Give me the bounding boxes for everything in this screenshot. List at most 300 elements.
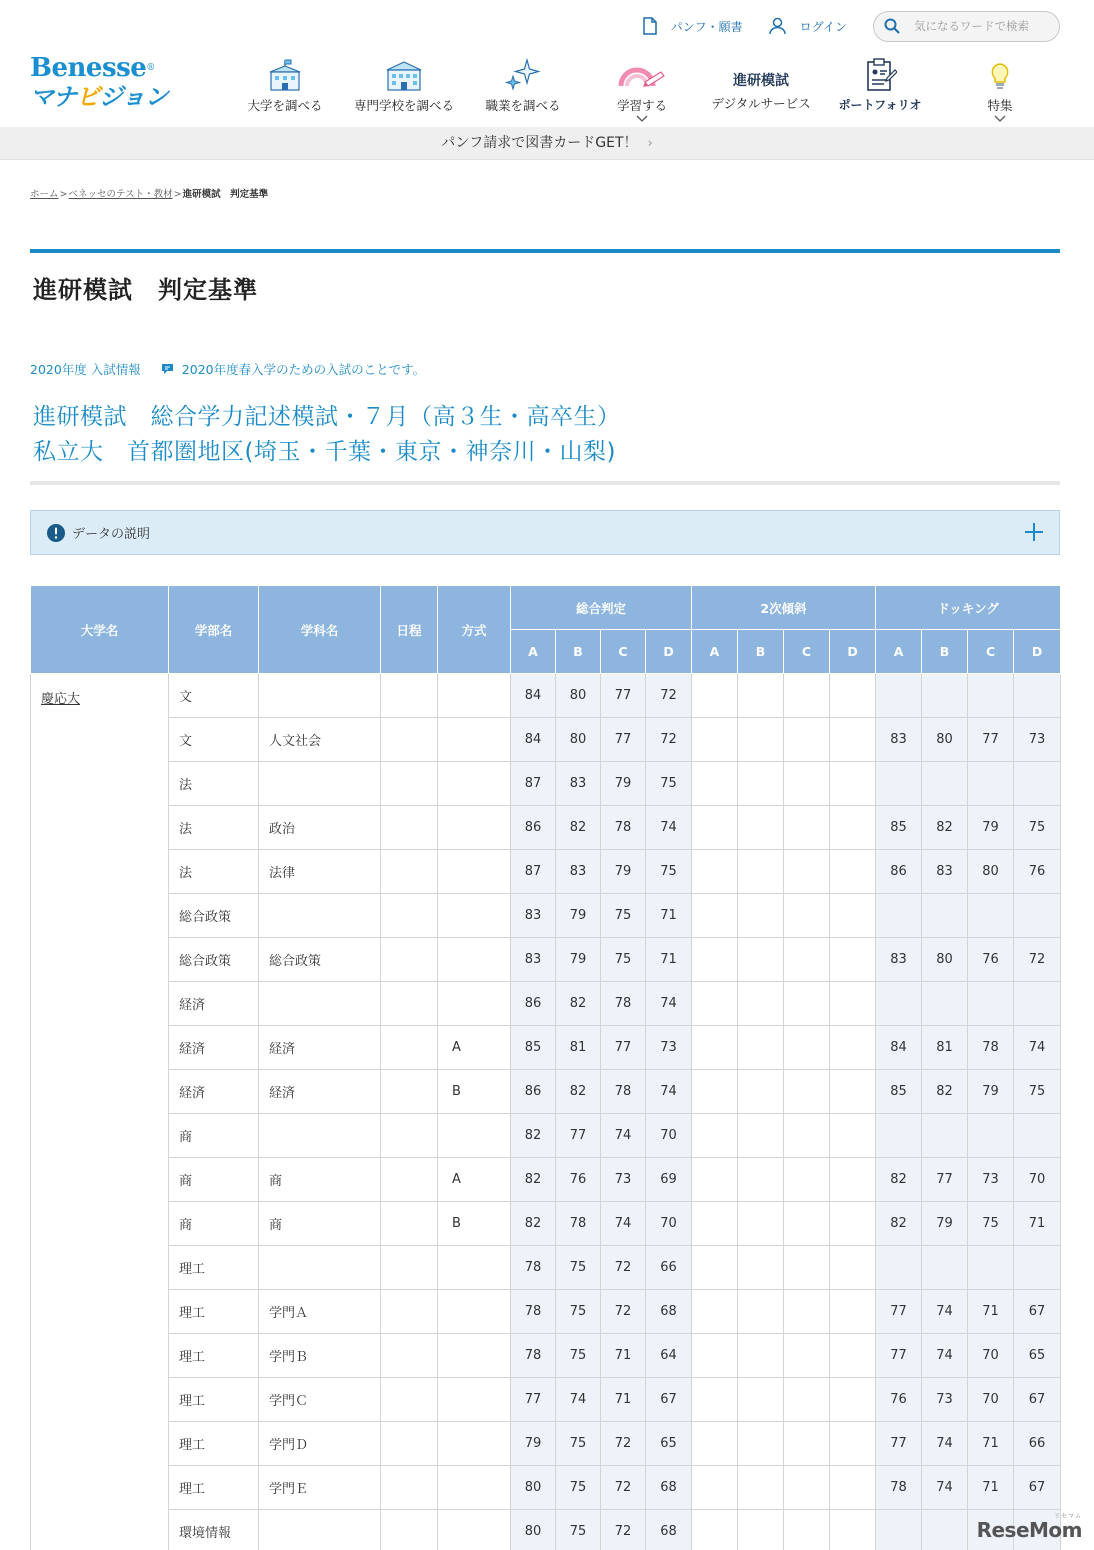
docking-grade-cell: 76 — [876, 1378, 922, 1422]
secondary-grade-cell — [692, 850, 738, 894]
secondary-grade-cell — [830, 1378, 876, 1422]
nav-shinken-label: デジタルサービス — [711, 96, 811, 111]
secondary-grade-cell — [738, 674, 784, 718]
docking-grade-cell — [968, 982, 1014, 1026]
faculty-cell: 理工 — [169, 1334, 259, 1378]
banner-text: パンフ請求で図書カードGET！ — [441, 135, 638, 151]
docking-grade-cell: 71 — [968, 1422, 1014, 1466]
department-cell: 学門Ｂ — [259, 1334, 381, 1378]
exam-title-line1: 進研模試 総合学力記述模試・７月（高３生・高卒生） — [33, 404, 621, 430]
total-grade-cell: 71 — [646, 938, 692, 982]
total-grade-cell: 72 — [601, 1510, 646, 1550]
docking-grade-cell: 75 — [1014, 1070, 1061, 1114]
department-cell: 学門Ｅ — [259, 1466, 381, 1510]
table-row — [31, 1334, 1061, 1378]
total-grade-cell: 85 — [511, 1026, 556, 1070]
schedule-cell — [381, 806, 438, 850]
method-cell — [438, 894, 511, 938]
docking-grade-cell: 76 — [1014, 850, 1061, 894]
nav-careers[interactable] — [463, 56, 583, 114]
document-icon — [643, 17, 657, 35]
plus-icon — [1023, 521, 1045, 543]
docking-grade-cell — [1014, 894, 1061, 938]
chevron-down-icon — [994, 115, 1006, 123]
secondary-grade-cell — [692, 1158, 738, 1202]
table-row — [31, 1246, 1061, 1290]
pamphlet-promo-banner[interactable] — [0, 127, 1094, 160]
docking-grade-cell — [968, 1114, 1014, 1158]
secondary-grade-cell — [830, 1026, 876, 1070]
total-grade-cell: 74 — [556, 1378, 601, 1422]
secondary-grade-cell — [784, 674, 830, 718]
secondary-grade-cell — [830, 762, 876, 806]
total-grade-cell: 84 — [511, 718, 556, 762]
nav-portfolio[interactable] — [820, 56, 940, 113]
department-cell: 学門Ａ — [259, 1290, 381, 1334]
faculty-cell: 文 — [169, 718, 259, 762]
secondary-grade-cell — [830, 1422, 876, 1466]
docking-grade-cell: 67 — [1014, 1290, 1061, 1334]
docking-grade-cell — [876, 762, 922, 806]
total-grade-cell: 82 — [556, 982, 601, 1026]
department-cell — [259, 674, 381, 718]
docking-grade-cell: 83 — [922, 850, 968, 894]
total-grade-cell: 77 — [556, 1114, 601, 1158]
secondary-grade-cell — [692, 718, 738, 762]
secondary-grade-cell — [830, 1114, 876, 1158]
nav-shinken-title: 進研模試 — [733, 73, 789, 89]
docking-grade-cell: 74 — [1014, 1026, 1061, 1070]
secondary-grade-cell — [784, 1422, 830, 1466]
docking-grade-cell: 75 — [1014, 806, 1061, 850]
method-cell — [438, 806, 511, 850]
table-row — [31, 894, 1061, 938]
total-grade-cell: 75 — [601, 894, 646, 938]
total-grade-cell: 75 — [601, 938, 646, 982]
method-cell: B — [438, 1202, 511, 1246]
schedule-cell — [381, 674, 438, 718]
search-icon — [884, 18, 900, 34]
faculty-cell: 総合政策 — [169, 894, 259, 938]
docking-grade-cell: 66 — [1014, 1422, 1061, 1466]
faculty-cell: 理工 — [169, 1378, 259, 1422]
year-label: 2020年度 入試情報 — [30, 362, 141, 377]
secondary-grade-cell — [692, 1070, 738, 1114]
col-secondary-grade: D — [830, 630, 876, 674]
nav-features-label: 特集 — [987, 98, 1013, 113]
col-secondary-grade: C — [784, 630, 830, 674]
docking-grade-cell — [876, 1246, 922, 1290]
secondary-grade-cell — [784, 1466, 830, 1510]
method-cell: A — [438, 1158, 511, 1202]
total-grade-cell: 78 — [511, 1246, 556, 1290]
docking-grade-cell: 73 — [922, 1378, 968, 1422]
data-explanation-accordion[interactable] — [30, 510, 1060, 555]
schedule-cell — [381, 1026, 438, 1070]
docking-grade-cell — [968, 894, 1014, 938]
schedule-cell — [381, 1422, 438, 1466]
exclamation-circle-icon — [46, 523, 66, 543]
method-cell: B — [438, 1070, 511, 1114]
login-link[interactable] — [769, 17, 847, 35]
total-grade-cell: 72 — [601, 1290, 646, 1334]
total-grade-cell: 77 — [601, 718, 646, 762]
method-cell — [438, 674, 511, 718]
docking-grade-cell: 82 — [922, 1070, 968, 1114]
secondary-grade-cell — [784, 1510, 830, 1550]
faculty-cell: 文 — [169, 674, 259, 718]
total-grade-cell: 78 — [601, 806, 646, 850]
total-grade-cell: 72 — [601, 1422, 646, 1466]
faculty-cell: 法 — [169, 806, 259, 850]
docking-grade-cell: 71 — [968, 1466, 1014, 1510]
department-cell: 法律 — [259, 850, 381, 894]
total-grade-cell: 83 — [556, 762, 601, 806]
portfolio-clipboard-icon — [863, 58, 897, 92]
total-grade-cell: 72 — [601, 1466, 646, 1510]
docking-grade-cell: 73 — [968, 1158, 1014, 1202]
docking-grade-cell: 77 — [876, 1290, 922, 1334]
table-row — [31, 1290, 1061, 1334]
secondary-grade-cell — [692, 1334, 738, 1378]
col-group-secondary: 2次傾斜 — [692, 586, 876, 630]
total-grade-cell: 67 — [646, 1378, 692, 1422]
secondary-grade-cell — [784, 718, 830, 762]
total-grade-cell: 75 — [646, 850, 692, 894]
docking-grade-cell: 80 — [968, 850, 1014, 894]
site-header — [0, 0, 1094, 127]
university-link[interactable]: 慶応大 — [41, 692, 81, 707]
secondary-grade-cell — [784, 1026, 830, 1070]
department-cell: 人文社会 — [259, 718, 381, 762]
accordion-label: データの説明 — [72, 527, 151, 542]
docking-grade-cell — [876, 674, 922, 718]
secondary-grade-cell — [830, 1158, 876, 1202]
secondary-grade-cell — [830, 1070, 876, 1114]
department-cell: 学門Ｄ — [259, 1422, 381, 1466]
docking-grade-cell: 72 — [1014, 938, 1061, 982]
criteria-table — [30, 585, 1061, 1550]
total-grade-cell: 83 — [556, 850, 601, 894]
secondary-grade-cell — [830, 1202, 876, 1246]
schedule-cell — [381, 1378, 438, 1422]
department-cell — [259, 1510, 381, 1550]
secondary-grade-cell — [738, 806, 784, 850]
docking-grade-cell: 67 — [1014, 1378, 1061, 1422]
total-grade-cell: 80 — [511, 1466, 556, 1510]
faculty-cell: 理工 — [169, 1290, 259, 1334]
total-grade-cell: 77 — [601, 674, 646, 718]
table-row — [31, 1422, 1061, 1466]
total-grade-cell: 68 — [646, 1510, 692, 1550]
secondary-grade-cell — [738, 1070, 784, 1114]
total-grade-cell: 82 — [511, 1202, 556, 1246]
secondary-grade-cell — [738, 894, 784, 938]
faculty-cell: 法 — [169, 762, 259, 806]
secondary-grade-cell — [738, 1114, 784, 1158]
utility-bar — [643, 10, 1060, 42]
schedule-cell — [381, 1334, 438, 1378]
docking-grade-cell — [968, 1246, 1014, 1290]
docking-grade-cell — [1014, 982, 1061, 1026]
total-grade-cell: 72 — [646, 674, 692, 718]
secondary-grade-cell — [830, 1290, 876, 1334]
total-grade-cell: 70 — [646, 1202, 692, 1246]
schedule-cell — [381, 850, 438, 894]
total-grade-cell: 81 — [556, 1026, 601, 1070]
docking-grade-cell: 85 — [876, 1070, 922, 1114]
total-grade-cell: 65 — [646, 1422, 692, 1466]
method-cell — [438, 1510, 511, 1550]
total-grade-cell: 75 — [556, 1466, 601, 1510]
faculty-cell: 商 — [169, 1158, 259, 1202]
secondary-grade-cell — [692, 1378, 738, 1422]
total-grade-cell: 74 — [646, 806, 692, 850]
schedule-cell — [381, 938, 438, 982]
department-cell: 政治 — [259, 806, 381, 850]
col-group-total: 総合判定 — [511, 586, 692, 630]
user-icon — [769, 17, 786, 35]
schedule-cell — [381, 1290, 438, 1334]
secondary-grade-cell — [738, 982, 784, 1026]
col-total-grade: C — [601, 630, 646, 674]
secondary-grade-cell — [784, 982, 830, 1026]
secondary-grade-cell — [692, 674, 738, 718]
total-grade-cell: 82 — [511, 1158, 556, 1202]
docking-grade-cell: 80 — [922, 718, 968, 762]
search-placeholder: 気になるワードで検索 — [914, 19, 1029, 33]
table-row — [31, 982, 1061, 1026]
docking-grade-cell: 70 — [968, 1334, 1014, 1378]
total-grade-cell: 84 — [511, 674, 556, 718]
docking-grade-cell: 86 — [876, 850, 922, 894]
sparkle-icon — [505, 58, 541, 92]
year-note: 2020年度春入学のための入試のことです。 — [181, 362, 426, 377]
table-row — [31, 1378, 1061, 1422]
method-cell — [438, 718, 511, 762]
docking-grade-cell: 77 — [922, 1158, 968, 1202]
nav-shinken-digital[interactable] — [701, 56, 821, 112]
col-docking-grade: B — [922, 630, 968, 674]
schedule-cell — [381, 1158, 438, 1202]
title-accent-bar — [30, 249, 1060, 253]
docking-grade-cell — [876, 982, 922, 1026]
total-grade-cell: 86 — [511, 982, 556, 1026]
table-row — [31, 1026, 1061, 1070]
chevron-down-icon — [636, 115, 648, 123]
faculty-cell: 経済 — [169, 982, 259, 1026]
total-grade-cell: 75 — [646, 762, 692, 806]
docking-grade-cell: 70 — [1014, 1158, 1061, 1202]
docking-grade-cell: 80 — [922, 938, 968, 982]
schedule-cell — [381, 1246, 438, 1290]
col-total-grade: D — [646, 630, 692, 674]
total-grade-cell: 70 — [646, 1114, 692, 1158]
total-grade-cell: 64 — [646, 1334, 692, 1378]
docking-grade-cell — [922, 674, 968, 718]
exam-title — [33, 400, 621, 470]
secondary-grade-cell — [784, 850, 830, 894]
breadcrumb-tests[interactable]: ベネッセのテスト・教材 — [68, 189, 173, 200]
method-cell — [438, 938, 511, 982]
nav-university-label: 大学を調べる — [247, 98, 323, 113]
search-input[interactable] — [873, 11, 1060, 42]
total-grade-cell: 87 — [511, 762, 556, 806]
breadcrumb-home[interactable]: ホーム — [30, 189, 59, 200]
docking-grade-cell: 83 — [876, 718, 922, 762]
docking-grade-cell: 74 — [922, 1466, 968, 1510]
total-grade-cell: 78 — [556, 1202, 601, 1246]
docking-grade-cell: 73 — [1014, 718, 1061, 762]
nav-vocational-label: 専門学校を調べる — [353, 98, 454, 113]
faculty-cell: 商 — [169, 1114, 259, 1158]
docking-grade-cell: 67 — [1014, 1466, 1061, 1510]
secondary-grade-cell — [784, 1202, 830, 1246]
total-grade-cell: 83 — [511, 894, 556, 938]
docking-grade-cell — [922, 894, 968, 938]
method-cell — [438, 982, 511, 1026]
schedule-cell — [381, 982, 438, 1026]
total-grade-cell: 79 — [601, 850, 646, 894]
department-cell: 経済 — [259, 1026, 381, 1070]
docking-grade-cell — [968, 674, 1014, 718]
total-grade-cell: 86 — [511, 1070, 556, 1114]
nav-study[interactable] — [582, 56, 702, 123]
faculty-cell: 経済 — [169, 1026, 259, 1070]
docking-grade-cell: 79 — [968, 1070, 1014, 1114]
secondary-grade-cell — [738, 938, 784, 982]
total-grade-cell: 78 — [511, 1290, 556, 1334]
exam-title-line2: 私立大 首都圏地区(埼玉・千葉・東京・神奈川・山梨) — [33, 439, 616, 465]
faculty-cell: 環境情報 — [169, 1510, 259, 1550]
lightbulb-icon — [987, 60, 1013, 92]
logo-manavision: マナビジョン — [30, 83, 168, 111]
docking-grade-cell: 85 — [876, 806, 922, 850]
method-cell — [438, 1378, 511, 1422]
secondary-grade-cell — [738, 850, 784, 894]
total-grade-cell: 83 — [511, 938, 556, 982]
pamphlet-link[interactable] — [643, 17, 743, 35]
total-grade-cell: 77 — [511, 1378, 556, 1422]
docking-grade-cell — [876, 1510, 922, 1550]
total-grade-cell: 79 — [601, 762, 646, 806]
university-building-icon — [266, 58, 304, 92]
total-grade-cell: 74 — [646, 982, 692, 1026]
total-grade-cell: 87 — [511, 850, 556, 894]
divider — [30, 481, 1060, 485]
secondary-grade-cell — [692, 1466, 738, 1510]
docking-grade-cell: 77 — [968, 718, 1014, 762]
nav-university[interactable] — [225, 56, 345, 114]
faculty-cell: 総合政策 — [169, 938, 259, 982]
col-total-grade: B — [556, 630, 601, 674]
docking-grade-cell: 70 — [968, 1378, 1014, 1422]
col-university: 大学名 — [31, 586, 169, 674]
docking-grade-cell — [1014, 1114, 1061, 1158]
secondary-grade-cell — [830, 1466, 876, 1510]
schedule-cell — [381, 894, 438, 938]
total-grade-cell: 79 — [556, 894, 601, 938]
total-grade-cell: 74 — [601, 1114, 646, 1158]
docking-grade-cell — [922, 1246, 968, 1290]
department-cell: 学門Ｃ — [259, 1378, 381, 1422]
docking-grade-cell: 78 — [876, 1466, 922, 1510]
total-grade-cell: 80 — [556, 674, 601, 718]
docking-grade-cell — [922, 1510, 968, 1550]
docking-grade-cell — [922, 1114, 968, 1158]
table-row — [31, 1158, 1061, 1202]
docking-grade-cell — [1014, 1246, 1061, 1290]
docking-grade-cell — [922, 982, 968, 1026]
secondary-grade-cell — [830, 938, 876, 982]
chevron-right-icon: › — [647, 136, 653, 151]
docking-grade-cell — [968, 762, 1014, 806]
secondary-grade-cell — [784, 1070, 830, 1114]
total-grade-cell: 75 — [556, 1510, 601, 1550]
table-row — [31, 674, 1061, 718]
schedule-cell — [381, 762, 438, 806]
faculty-cell: 理工 — [169, 1466, 259, 1510]
university-cell — [31, 674, 169, 1550]
nav-vocational-school[interactable] — [344, 56, 464, 114]
total-grade-cell: 86 — [511, 806, 556, 850]
docking-grade-cell: 82 — [876, 1158, 922, 1202]
secondary-grade-cell — [692, 1510, 738, 1550]
login-label: ログイン — [799, 19, 847, 34]
secondary-grade-cell — [784, 806, 830, 850]
secondary-grade-cell — [738, 1422, 784, 1466]
department-cell: 商 — [259, 1202, 381, 1246]
col-group-docking: ドッキング — [876, 586, 1061, 630]
method-cell — [438, 1334, 511, 1378]
docking-grade-cell: 81 — [922, 1026, 968, 1070]
col-schedule: 日程 — [381, 586, 438, 674]
secondary-grade-cell — [692, 1422, 738, 1466]
secondary-grade-cell — [738, 1334, 784, 1378]
method-cell — [438, 850, 511, 894]
table-row — [31, 762, 1061, 806]
total-grade-cell: 82 — [556, 806, 601, 850]
secondary-grade-cell — [692, 762, 738, 806]
total-grade-cell: 74 — [601, 1202, 646, 1246]
breadcrumb-current: 進研模試 判定基準 — [182, 189, 269, 200]
secondary-grade-cell — [692, 1246, 738, 1290]
docking-grade-cell — [876, 1114, 922, 1158]
site-logo[interactable] — [30, 54, 190, 112]
docking-grade-cell: 77 — [876, 1422, 922, 1466]
total-grade-cell: 75 — [556, 1290, 601, 1334]
pamphlet-label: パンフ・願書 — [670, 19, 743, 34]
table-header — [31, 586, 1061, 674]
col-faculty: 学部名 — [169, 586, 259, 674]
schedule-cell — [381, 1466, 438, 1510]
schedule-cell — [381, 1202, 438, 1246]
total-grade-cell: 75 — [556, 1334, 601, 1378]
secondary-grade-cell — [784, 1114, 830, 1158]
total-grade-cell: 76 — [556, 1158, 601, 1202]
secondary-grade-cell — [692, 938, 738, 982]
department-cell — [259, 1246, 381, 1290]
schedule-cell — [381, 718, 438, 762]
secondary-grade-cell — [784, 1378, 830, 1422]
method-cell — [438, 1114, 511, 1158]
total-grade-cell: 75 — [556, 1246, 601, 1290]
total-grade-cell: 66 — [646, 1246, 692, 1290]
nav-features[interactable] — [940, 56, 1060, 123]
department-cell — [259, 982, 381, 1026]
total-grade-cell: 75 — [556, 1422, 601, 1466]
schedule-cell — [381, 1114, 438, 1158]
